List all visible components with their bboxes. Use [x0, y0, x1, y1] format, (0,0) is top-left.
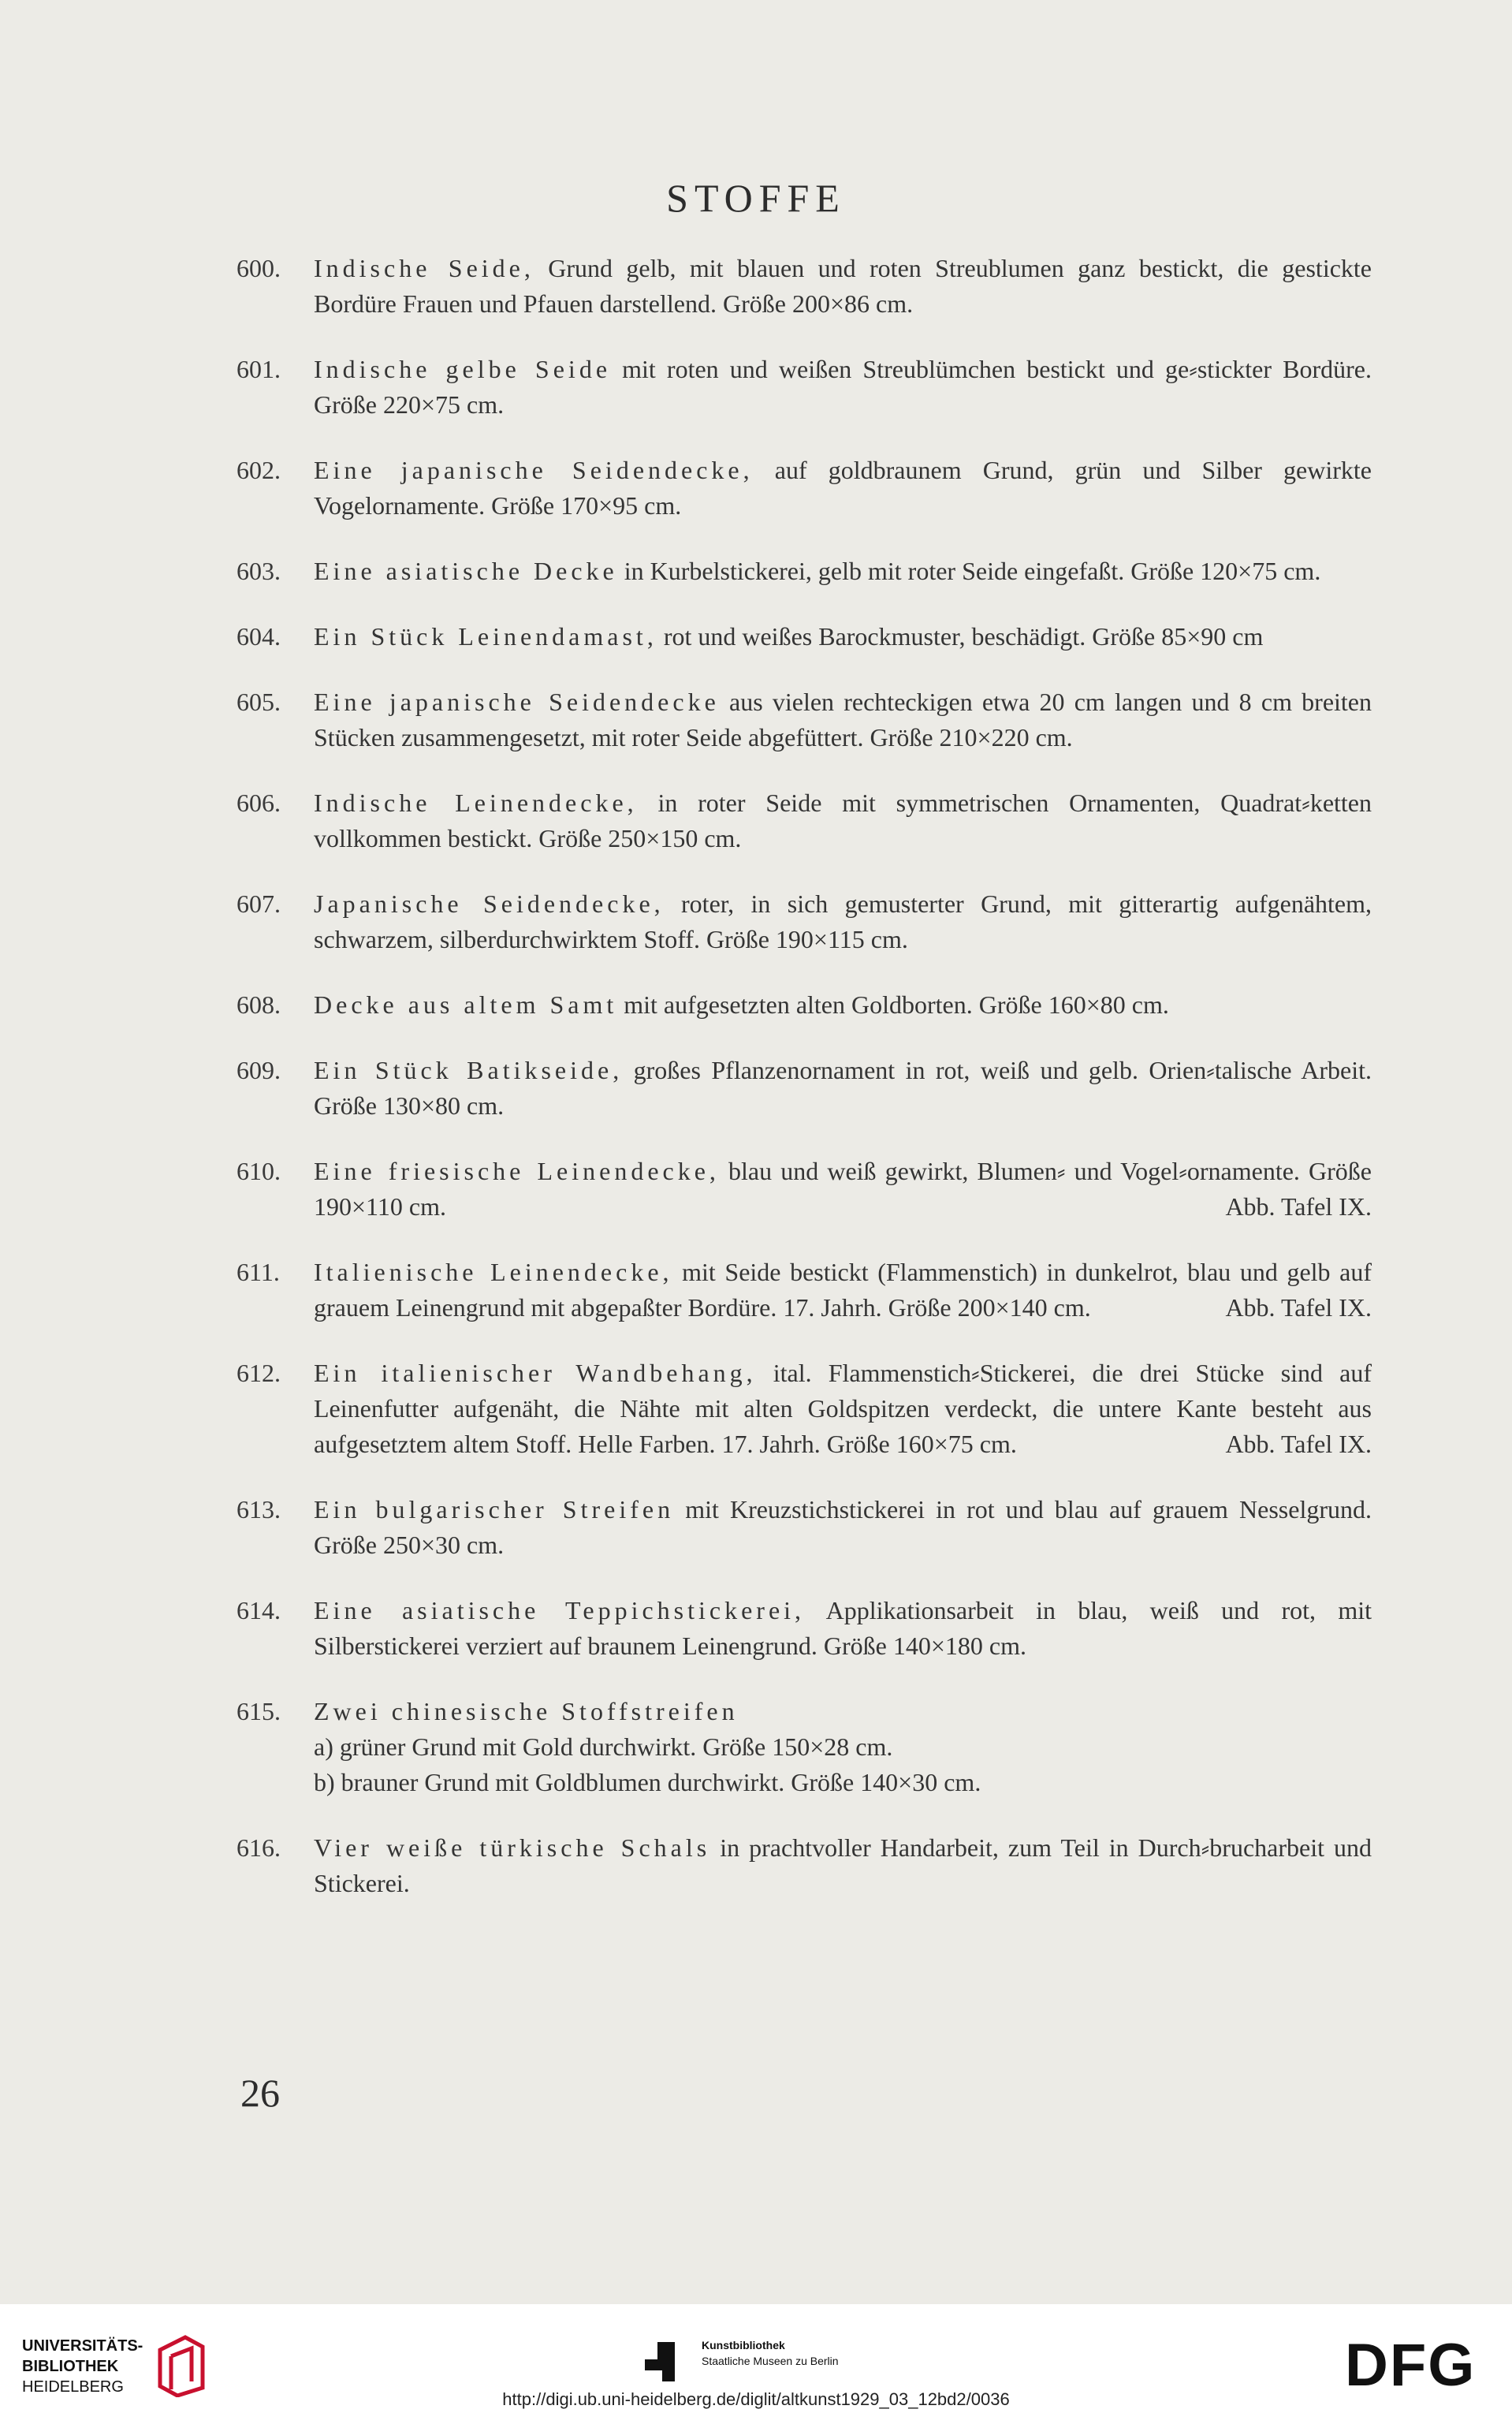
- kunstbibliothek-logo-icon: [645, 2342, 689, 2381]
- entry-number: 608.: [236, 990, 281, 1019]
- catalog-entry: [236, 251, 1372, 322]
- catalog-entries: [236, 251, 1372, 1931]
- entry-body: [314, 1255, 1372, 1326]
- entry-title: Eine japanische Seidendecke,: [314, 456, 754, 484]
- entry-text: mit aufgesetzten alten Goldborten. Größe 160×80 cm.: [617, 990, 1169, 1019]
- catalog-entry: [236, 1356, 1372, 1462]
- entry-body: [314, 684, 1372, 755]
- entry-title: Decke aus altem Samt: [314, 990, 618, 1019]
- catalog-entry: [236, 554, 1372, 589]
- catalog-entry: [236, 684, 1372, 755]
- entry-number: 600.: [236, 254, 281, 282]
- entry-body: [314, 987, 1372, 1023]
- entry-number: 602.: [236, 456, 281, 484]
- viewer-footer: [0, 2304, 1512, 2413]
- entry-title: Zwei chinesische Stoffstreifen: [314, 1697, 739, 1725]
- page-number: 26: [240, 2071, 280, 2115]
- entry-body: [314, 1053, 1372, 1124]
- catalog-entry: [236, 1053, 1372, 1124]
- entry-title: Vier weiße türkische Schals: [314, 1833, 711, 1862]
- entry-title: Japanische Seidendecke,: [314, 889, 665, 918]
- entry-text: aus vielen rechteckigen etwa 20 cm langen und 8 cm breiten Stücken zusammengesetzt, mit roter Seide abgefüttert. Größe 210×220 cm.: [314, 688, 1372, 751]
- entry-number: 611.: [236, 1258, 280, 1286]
- entry-text: mit Seide bestickt (Flammenstich) in dunkelrot, blau und gelb auf grauem Leinengrund mit abgepaßter Bordüre. 17. Jahrh. Größe 200×140 cm.: [314, 1258, 1372, 1322]
- entry-title: Indische gelbe Seide: [314, 355, 612, 383]
- catalog-entry: [236, 886, 1372, 957]
- entry-title: Ein italienischer Wandbehang,: [314, 1359, 757, 1387]
- ub-line-1: UNIVERSITÄTS-: [22, 2337, 143, 2355]
- entry-text: rot und weißes Barockmuster, beschädigt. Größe 85×90 cm: [657, 622, 1264, 651]
- entry-body: [314, 1492, 1372, 1563]
- entry-text: Grund gelb, mit blauen und roten Streublumen ganz bestickt, die gestickte Bordüre Frauen und Pfauen darstellend. Größe 200×86 cm.: [314, 254, 1372, 318]
- entry-text: in roter Seide mit symmetrischen Ornamenten, Quadrat⸗ketten vollkommen bestickt. Größe 250×150 cm.: [314, 789, 1372, 852]
- entry-number: 601.: [236, 355, 281, 383]
- entry-title: Indische Leinendecke,: [314, 789, 638, 817]
- entry-text: mit Kreuzstichstickerei in rot und blau auf grauem Nesselgrund. Größe 250×30 cm.: [314, 1495, 1372, 1559]
- entry-text: roter, in sich gemusterter Grund, mit gitterartig aufgenähtem, schwarzem, silberdurchwirktem Stoff. Größe 190×115 cm.: [314, 889, 1372, 953]
- catalog-entry: [236, 1255, 1372, 1326]
- entry-body: [314, 886, 1372, 957]
- entry-body: [314, 1356, 1372, 1462]
- entry-number: 612.: [236, 1359, 281, 1387]
- entry-text: Applikationsarbeit in blau, weiß und rot, mit Silberstickerei verziert auf braunem Leinengrund. Größe 140×180 cm.: [314, 1596, 1372, 1660]
- kb-line-1: Kunstbibliothek: [702, 2339, 785, 2351]
- entry-text: großes Pflanzenornament in rot, weiß und gelb. Orien⸗talische Arbeit. Größe 130×80 cm.: [314, 1056, 1372, 1120]
- entry-title: Eine japanische Seidendecke: [314, 688, 720, 716]
- entry-sub-item-a: a) grüner Grund mit Gold durchwirkt. Größe 150×28 cm.: [314, 1732, 893, 1761]
- entry-text: in prachtvoller Handarbeit, zum Teil in Durch⸗brucharbeit und Stickerei.: [314, 1833, 1372, 1897]
- entry-number: 616.: [236, 1833, 281, 1862]
- entry-body: [314, 1593, 1372, 1664]
- entry-title: Ein bulgarischer Streifen: [314, 1495, 675, 1524]
- entry-text: auf goldbraunem Grund, grün und Silber gewirkte Vogelornamente. Größe 170×95 cm.: [314, 456, 1372, 520]
- entry-body: [314, 453, 1372, 524]
- entry-body: [314, 554, 1372, 589]
- ub-logo-icon: [154, 2333, 209, 2397]
- entry-title: Ein Stück Batikseide,: [314, 1056, 624, 1084]
- entry-number: 614.: [236, 1596, 281, 1624]
- entry-body: [314, 1830, 1372, 1901]
- catalog-entry: [236, 785, 1372, 856]
- entry-title: Eine asiatische Decke: [314, 557, 618, 585]
- plate-reference: Abb. Tafel IX.: [1225, 1192, 1372, 1221]
- plate-reference: Abb. Tafel IX.: [1225, 1430, 1372, 1458]
- entry-number: 613.: [236, 1495, 281, 1524]
- entry-body: [314, 1154, 1372, 1225]
- entry-text: ital. Flammenstich⸗Stickerei, die drei Stücke sind auf Leinenfutter aufgenäht, die Nähte mit alten Goldspitzen verdeckt, die untere Kante besteht aus aufgesetztem altem Stoff. Helle Farben. 17. Jahrh. Größe 160×75 cm.: [314, 1359, 1372, 1458]
- ub-line-3: HEIDELBERG: [22, 2378, 124, 2396]
- permalink-url[interactable]: http://digi.ub.uni-heidelberg.de/diglit/altkunst1929_03_12bd2/0036: [502, 2389, 1010, 2409]
- entry-body: [314, 251, 1372, 322]
- entry-text: in Kurbelstickerei, gelb mit roter Seide eingefaßt. Größe 120×75 cm.: [617, 557, 1321, 585]
- entry-number: 610.: [236, 1157, 281, 1185]
- dfg-logo[interactable]: DFG: [1345, 2332, 1477, 2399]
- catalog-entry: [236, 352, 1372, 423]
- ub-heidelberg-wordmark[interactable]: [22, 2336, 143, 2397]
- entry-sub-item-b: b) brauner Grund mit Goldblumen durchwirkt. Größe 140×30 cm.: [314, 1768, 981, 1796]
- kunstbibliothek-label[interactable]: [702, 2337, 839, 2369]
- entry-number: 603.: [236, 557, 281, 585]
- entry-number: 607.: [236, 889, 281, 918]
- plate-reference: Abb. Tafel IX.: [1225, 1293, 1372, 1322]
- ub-line-2: BIBLIOTHEK: [22, 2358, 119, 2375]
- entry-text: blau und weiß gewirkt, Blumen⸗ und Vogel⸗ornamente. Größe 190×110 cm.: [314, 1157, 1372, 1221]
- entry-body: [314, 352, 1372, 423]
- entry-number: 605.: [236, 688, 281, 716]
- entry-title: Italienische Leinendecke,: [314, 1258, 673, 1286]
- entry-title: Eine asiatische Teppichstickerei,: [314, 1596, 806, 1624]
- entry-text: mit roten und weißen Streublümchen bestickt und ge⸗stickter Bordüre. Größe 220×75 cm.: [314, 355, 1372, 419]
- entry-number: 606.: [236, 789, 281, 817]
- catalog-entry: [236, 1830, 1372, 1901]
- entry-number: 609.: [236, 1056, 281, 1084]
- entry-number: 604.: [236, 622, 281, 651]
- catalog-entry: [236, 1154, 1372, 1225]
- entry-body: [314, 619, 1372, 655]
- page-heading: STOFFE: [666, 176, 846, 220]
- entry-body: [314, 1694, 1372, 1800]
- entry-title: Indische Seide,: [314, 254, 534, 282]
- catalog-entry: [236, 453, 1372, 524]
- catalog-entry: [236, 1593, 1372, 1664]
- catalog-entry: [236, 987, 1372, 1023]
- entry-title: Ein Stück Leinendamast,: [314, 622, 657, 651]
- entry-number: 615.: [236, 1697, 281, 1725]
- entry-title: Eine friesische Leinendecke,: [314, 1157, 720, 1185]
- catalog-entry: [236, 1492, 1372, 1563]
- entry-body: [314, 785, 1372, 856]
- kb-line-2: Staatliche Museen zu Berlin: [702, 2355, 839, 2367]
- catalog-entry: [236, 1694, 1372, 1800]
- catalog-entry: [236, 619, 1372, 655]
